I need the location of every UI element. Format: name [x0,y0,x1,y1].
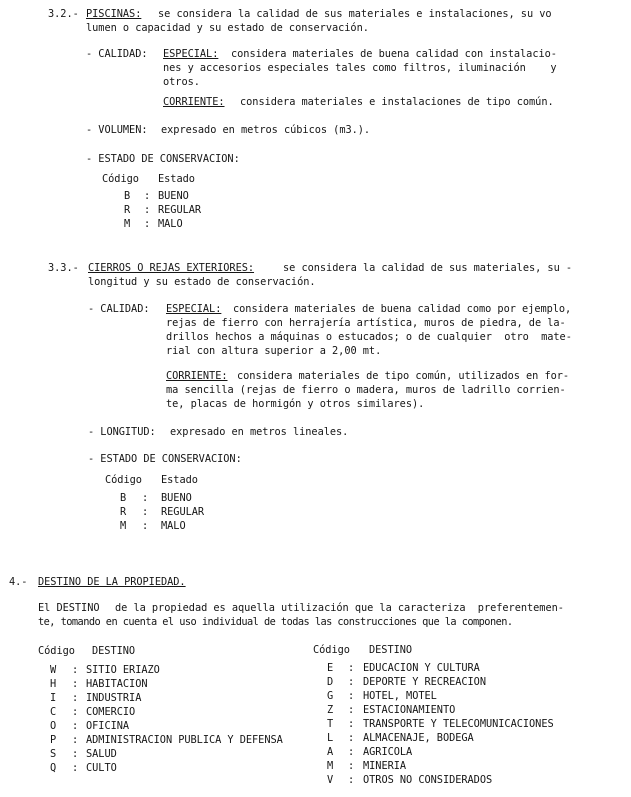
row-label: CULTO [86,762,117,774]
row-code: M [327,760,334,772]
row-label: BUENO [161,492,192,504]
longitud-text: expresado en metros lineales. [170,426,349,438]
row-code: G [327,690,334,702]
row-separator: : [72,706,79,718]
calidad-label: - CALIDAD: [86,48,148,60]
row-label: SALUD [86,748,117,760]
row-separator: : [72,734,79,746]
column-header-destino: DESTINO [369,644,413,656]
row-code: R [120,506,127,518]
intro-line: lumen o capacidad y su estado de conservación. [86,22,369,34]
row-separator: : [72,762,79,774]
row-label: COMERCIO [86,706,136,718]
row-separator: : [72,720,79,732]
column-header-codigo: Código [102,173,139,185]
row-separator: : [142,520,149,532]
especial-line: considera materiales de buena calidad como por ejemplo, [233,303,572,315]
row-separator: : [348,760,355,772]
row-separator: : [348,676,355,688]
estado-label: - ESTADO DE CONSERVACION: [88,453,242,465]
row-separator: : [72,748,79,760]
row-separator: : [142,506,149,518]
especial-line: rejas de fierro con herrajería artística, muros de piedra, de la- [166,317,566,329]
row-code: R [124,204,131,216]
corriente-line: te, placas de hormigón y otros similares). [166,398,425,410]
section-number: 3.2.- [48,8,79,20]
row-label: MINERIA [363,760,407,772]
corriente-line: considera materiales e instalaciones de tipo común. [240,96,554,108]
row-label: BUENO [158,190,189,202]
row-code: Z [327,704,334,716]
section-number: 4.- [9,576,28,588]
row-code: H [50,678,57,690]
row-code: T [327,718,334,730]
row-code: Q [50,762,57,774]
intro-line: longitud y su estado de conservación. [88,276,316,288]
row-separator: : [72,664,79,676]
row-code: B [124,190,131,202]
row-label: MALO [161,520,186,532]
row-code: E [327,662,334,674]
row-label: MALO [158,218,183,230]
intro-line: se considera la calidad de sus materiales e instalaciones, su vo [158,8,552,20]
row-separator: : [348,662,355,674]
row-label: TRANSPORTE Y TELECOMUNICACIONES [363,718,554,730]
row-label: OFICINA [86,720,130,732]
row-code: A [327,746,334,758]
row-code: W [50,664,57,676]
section-heading: PISCINAS: [86,8,142,20]
calidad-label: - CALIDAD: [88,303,150,315]
row-separator: : [348,718,355,730]
corriente-label: CORRIENTE: [163,96,225,108]
corriente-line: considera materiales de tipo común, utilizados en for- [237,370,570,382]
paragraph-line: de la propiedad es aquella utilización que la caracteriza preferentemen- [115,602,564,614]
column-header-codigo: Código [105,474,142,486]
row-code: M [124,218,131,230]
especial-line: nes y accesorios especiales tales como filtros, iluminación y [163,62,557,74]
corriente-line: ma sencilla (rejas de fierro o madera, muros de ladrillo corrien- [166,384,566,396]
intro-line: se considera la calidad de sus materiales, su - [283,262,573,274]
row-separator: : [348,732,355,744]
row-label: INDUSTRIA [86,692,142,704]
row-code: I [50,692,57,704]
row-code: P [50,734,57,746]
especial-line: rial con altura superior a 2,00 mt. [166,345,382,357]
row-code: C [50,706,57,718]
row-label: ESTACIONAMIENTO [363,704,456,716]
paragraph-lead: El DESTINO [38,602,100,614]
especial-line: otros. [163,76,200,88]
row-label: ADMINISTRACION PUBLICA Y DEFENSA [86,734,283,746]
longitud-label: - LONGITUD: [88,426,156,438]
row-code: S [50,748,57,760]
row-separator: : [144,218,151,230]
row-separator: : [72,692,79,704]
row-separator: : [348,704,355,716]
row-label: REGULAR [161,506,205,518]
row-code: B [120,492,127,504]
row-separator: : [348,690,355,702]
especial-line: drillos hechos a máquinas o estucados; o de cualquier otro mate- [166,331,572,343]
column-header-codigo: Código [38,645,75,657]
especial-label: ESPECIAL: [166,303,222,315]
row-code: D [327,676,334,688]
volumen-label: - VOLUMEN: [86,124,148,136]
row-code: V [327,774,334,786]
column-header-estado: Estado [158,173,195,185]
row-label: DEPORTE Y RECREACION [363,676,486,688]
row-label: HOTEL, MOTEL [363,690,437,702]
row-label: HABITACION [86,678,148,690]
row-separator: : [348,746,355,758]
row-label: ALMACENAJE, BODEGA [363,732,474,744]
row-separator: : [72,678,79,690]
row-code: O [50,720,57,732]
row-separator: : [144,190,151,202]
column-header-codigo: Código [313,644,350,656]
volumen-text: expresado en metros cúbicos (m3.). [161,124,371,136]
row-label: SITIO ERIAZO [86,664,160,676]
especial-label: ESPECIAL: [163,48,219,60]
row-separator: : [144,204,151,216]
section-number: 3.3.- [48,262,79,274]
row-label: OTROS NO CONSIDERADOS [363,774,493,786]
section-heading: DESTINO DE LA PROPIEDAD. [38,576,186,588]
especial-line: considera materiales de buena calidad con instalacio- [231,48,557,60]
section-heading: CIERROS O REJAS EXTERIORES: [88,262,255,274]
row-label: REGULAR [158,204,202,216]
column-header-destino: DESTINO [92,645,136,657]
column-header-estado: Estado [161,474,198,486]
row-separator: : [142,492,149,504]
row-label: EDUCACION Y CULTURA [363,662,480,674]
corriente-label: CORRIENTE: [166,370,228,382]
estado-label: - ESTADO DE CONSERVACION: [86,153,240,165]
paragraph-line: te, tomando en cuenta el uso individual de todas las construcciones que la componen. [38,616,513,628]
row-label: AGRICOLA [363,746,413,758]
row-code: L [327,732,334,744]
row-code: M [120,520,127,532]
row-separator: : [348,774,355,786]
